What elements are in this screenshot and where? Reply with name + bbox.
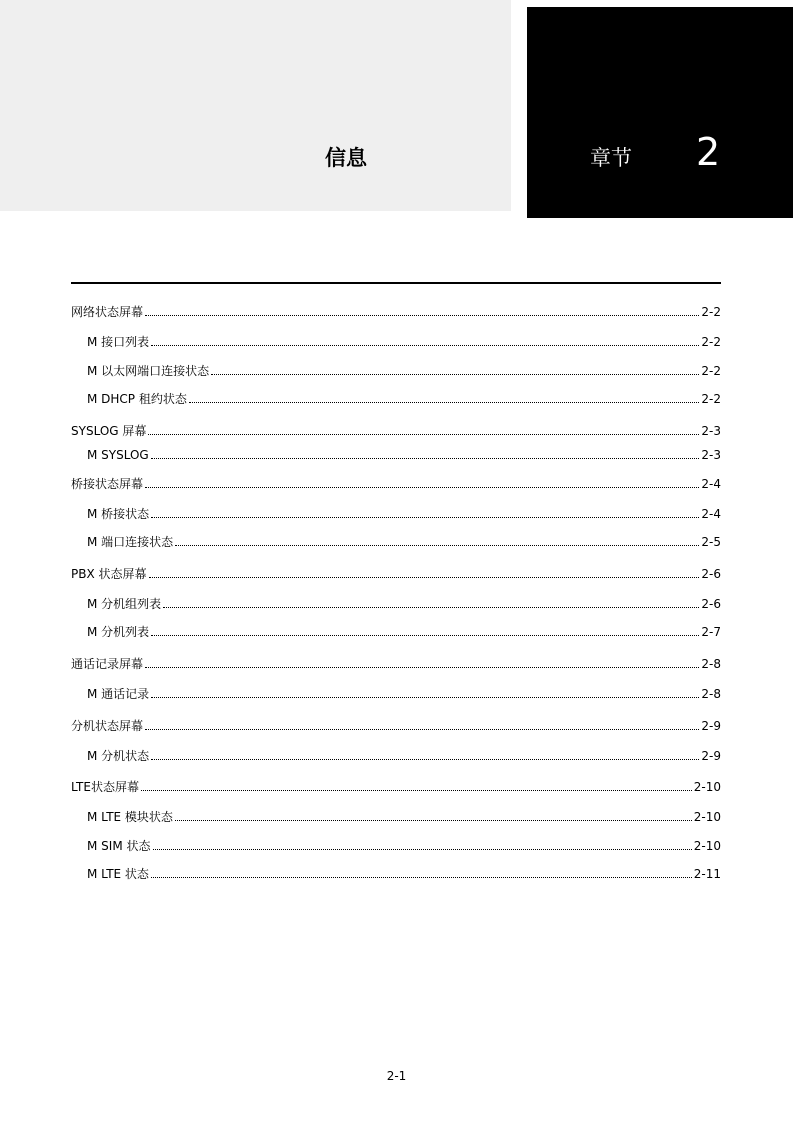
toc-entry-title: M 接口列表 xyxy=(87,335,150,349)
toc-dot-leader xyxy=(149,565,700,578)
chapter-label: 章节 xyxy=(590,146,632,170)
toc-dot-leader xyxy=(141,778,692,791)
toc-dot-leader xyxy=(151,747,699,760)
toc-entry-title: SYSLOG 屏幕 xyxy=(71,424,147,438)
toc-entry[interactable] xyxy=(71,655,721,671)
toc-subentry[interactable] xyxy=(87,747,721,763)
toc-entry-title: M 分机列表 xyxy=(87,625,150,639)
toc-entry-page: 2-2 xyxy=(701,305,721,319)
toc-entry-page: 2-2 xyxy=(701,364,721,378)
toc-dot-leader xyxy=(189,390,700,403)
toc-entry-page: 2-5 xyxy=(701,535,721,549)
toc-entry-title: M LTE 状态 xyxy=(87,867,149,881)
toc-entry-title: 网络状态屏幕 xyxy=(71,305,144,319)
toc-entry-title: M 以太网端口连接状态 xyxy=(87,364,210,378)
toc-dot-leader xyxy=(151,333,699,346)
toc-entry-title: M 通话记录 xyxy=(87,687,150,701)
toc-subentry[interactable] xyxy=(87,623,721,639)
toc-dot-leader xyxy=(153,837,692,850)
toc-entry-page: 2-9 xyxy=(701,749,721,763)
toc-entry-page: 2-8 xyxy=(701,657,721,671)
toc-subentry[interactable] xyxy=(87,865,721,881)
toc-dot-leader xyxy=(145,303,699,316)
toc-entry-page: 2-2 xyxy=(701,392,721,406)
toc-entry-title: 桥接状态屏幕 xyxy=(71,477,144,491)
toc-entry-page: 2-4 xyxy=(701,507,721,521)
toc-subentry[interactable] xyxy=(87,837,721,853)
toc-entry-page: 2-2 xyxy=(701,335,721,349)
toc-dot-leader xyxy=(151,685,699,698)
toc-entry-page: 2-10 xyxy=(693,839,721,853)
toc-subentry[interactable] xyxy=(87,808,721,824)
toc-dot-leader xyxy=(151,865,692,878)
toc-entry-title: PBX 状态屏幕 xyxy=(71,567,147,581)
toc-dot-leader xyxy=(175,533,699,546)
toc-subentry[interactable] xyxy=(87,446,721,462)
toc-entry-title: 通话记录屏幕 xyxy=(71,657,144,671)
toc-dot-leader xyxy=(151,446,700,459)
toc-subentry[interactable] xyxy=(87,595,721,611)
toc-entry-title: LTE状态屏幕 xyxy=(71,780,139,794)
toc-entry-title: M 桥接状态 xyxy=(87,507,150,521)
page-number: 2-1 xyxy=(386,1069,407,1083)
toc-entry-page: 2-3 xyxy=(701,424,721,438)
toc-entry-page: 2-3 xyxy=(701,448,721,462)
toc-dot-leader xyxy=(151,505,699,518)
toc-entry[interactable] xyxy=(71,565,721,581)
table-of-contents xyxy=(71,0,721,1122)
toc-entry-title: M SIM 状态 xyxy=(87,839,151,853)
toc-dot-leader xyxy=(148,422,699,435)
toc-entry-title: 分机状态屏幕 xyxy=(71,719,144,733)
toc-dot-leader xyxy=(145,717,699,730)
toc-subentry[interactable] xyxy=(87,362,721,378)
toc-entry-title: M DHCP 租约状态 xyxy=(87,392,187,406)
toc-entry-page: 2-4 xyxy=(701,477,721,491)
toc-entry-page: 2-10 xyxy=(693,780,721,794)
toc-entry-page: 2-8 xyxy=(701,687,721,701)
toc-dot-leader xyxy=(151,623,699,636)
toc-entry[interactable] xyxy=(71,303,721,319)
toc-entry-title: M 分机状态 xyxy=(87,749,150,763)
toc-entry[interactable] xyxy=(71,422,721,438)
toc-entry-page: 2-9 xyxy=(701,719,721,733)
toc-entry[interactable] xyxy=(71,717,721,733)
chapter-title: 信息 xyxy=(325,146,367,170)
toc-dot-leader xyxy=(145,655,699,668)
toc-entry-page: 2-7 xyxy=(701,625,721,639)
chapter-number: 2 xyxy=(696,130,721,174)
toc-dot-leader xyxy=(145,475,699,488)
toc-entry-title: M 分机组列表 xyxy=(87,597,162,611)
toc-entry-title: M SYSLOG xyxy=(87,448,149,462)
toc-subentry[interactable] xyxy=(87,333,721,349)
toc-subentry[interactable] xyxy=(87,505,721,521)
toc-dot-leader xyxy=(211,362,699,375)
toc-entry-title: M LTE 模块状态 xyxy=(87,810,173,824)
toc-entry[interactable] xyxy=(71,778,721,794)
toc-dot-leader xyxy=(175,808,692,821)
toc-entry-page: 2-11 xyxy=(693,867,721,881)
toc-dot-leader xyxy=(163,595,699,608)
toc-subentry[interactable] xyxy=(87,390,721,406)
toc-entry-page: 2-10 xyxy=(693,810,721,824)
toc-entry-page: 2-6 xyxy=(701,597,721,611)
toc-entry-title: M 端口连接状态 xyxy=(87,535,174,549)
toc-entry[interactable] xyxy=(71,475,721,491)
toc-subentry[interactable] xyxy=(87,533,721,549)
toc-entry-page: 2-6 xyxy=(701,567,721,581)
toc-subentry[interactable] xyxy=(87,685,721,701)
